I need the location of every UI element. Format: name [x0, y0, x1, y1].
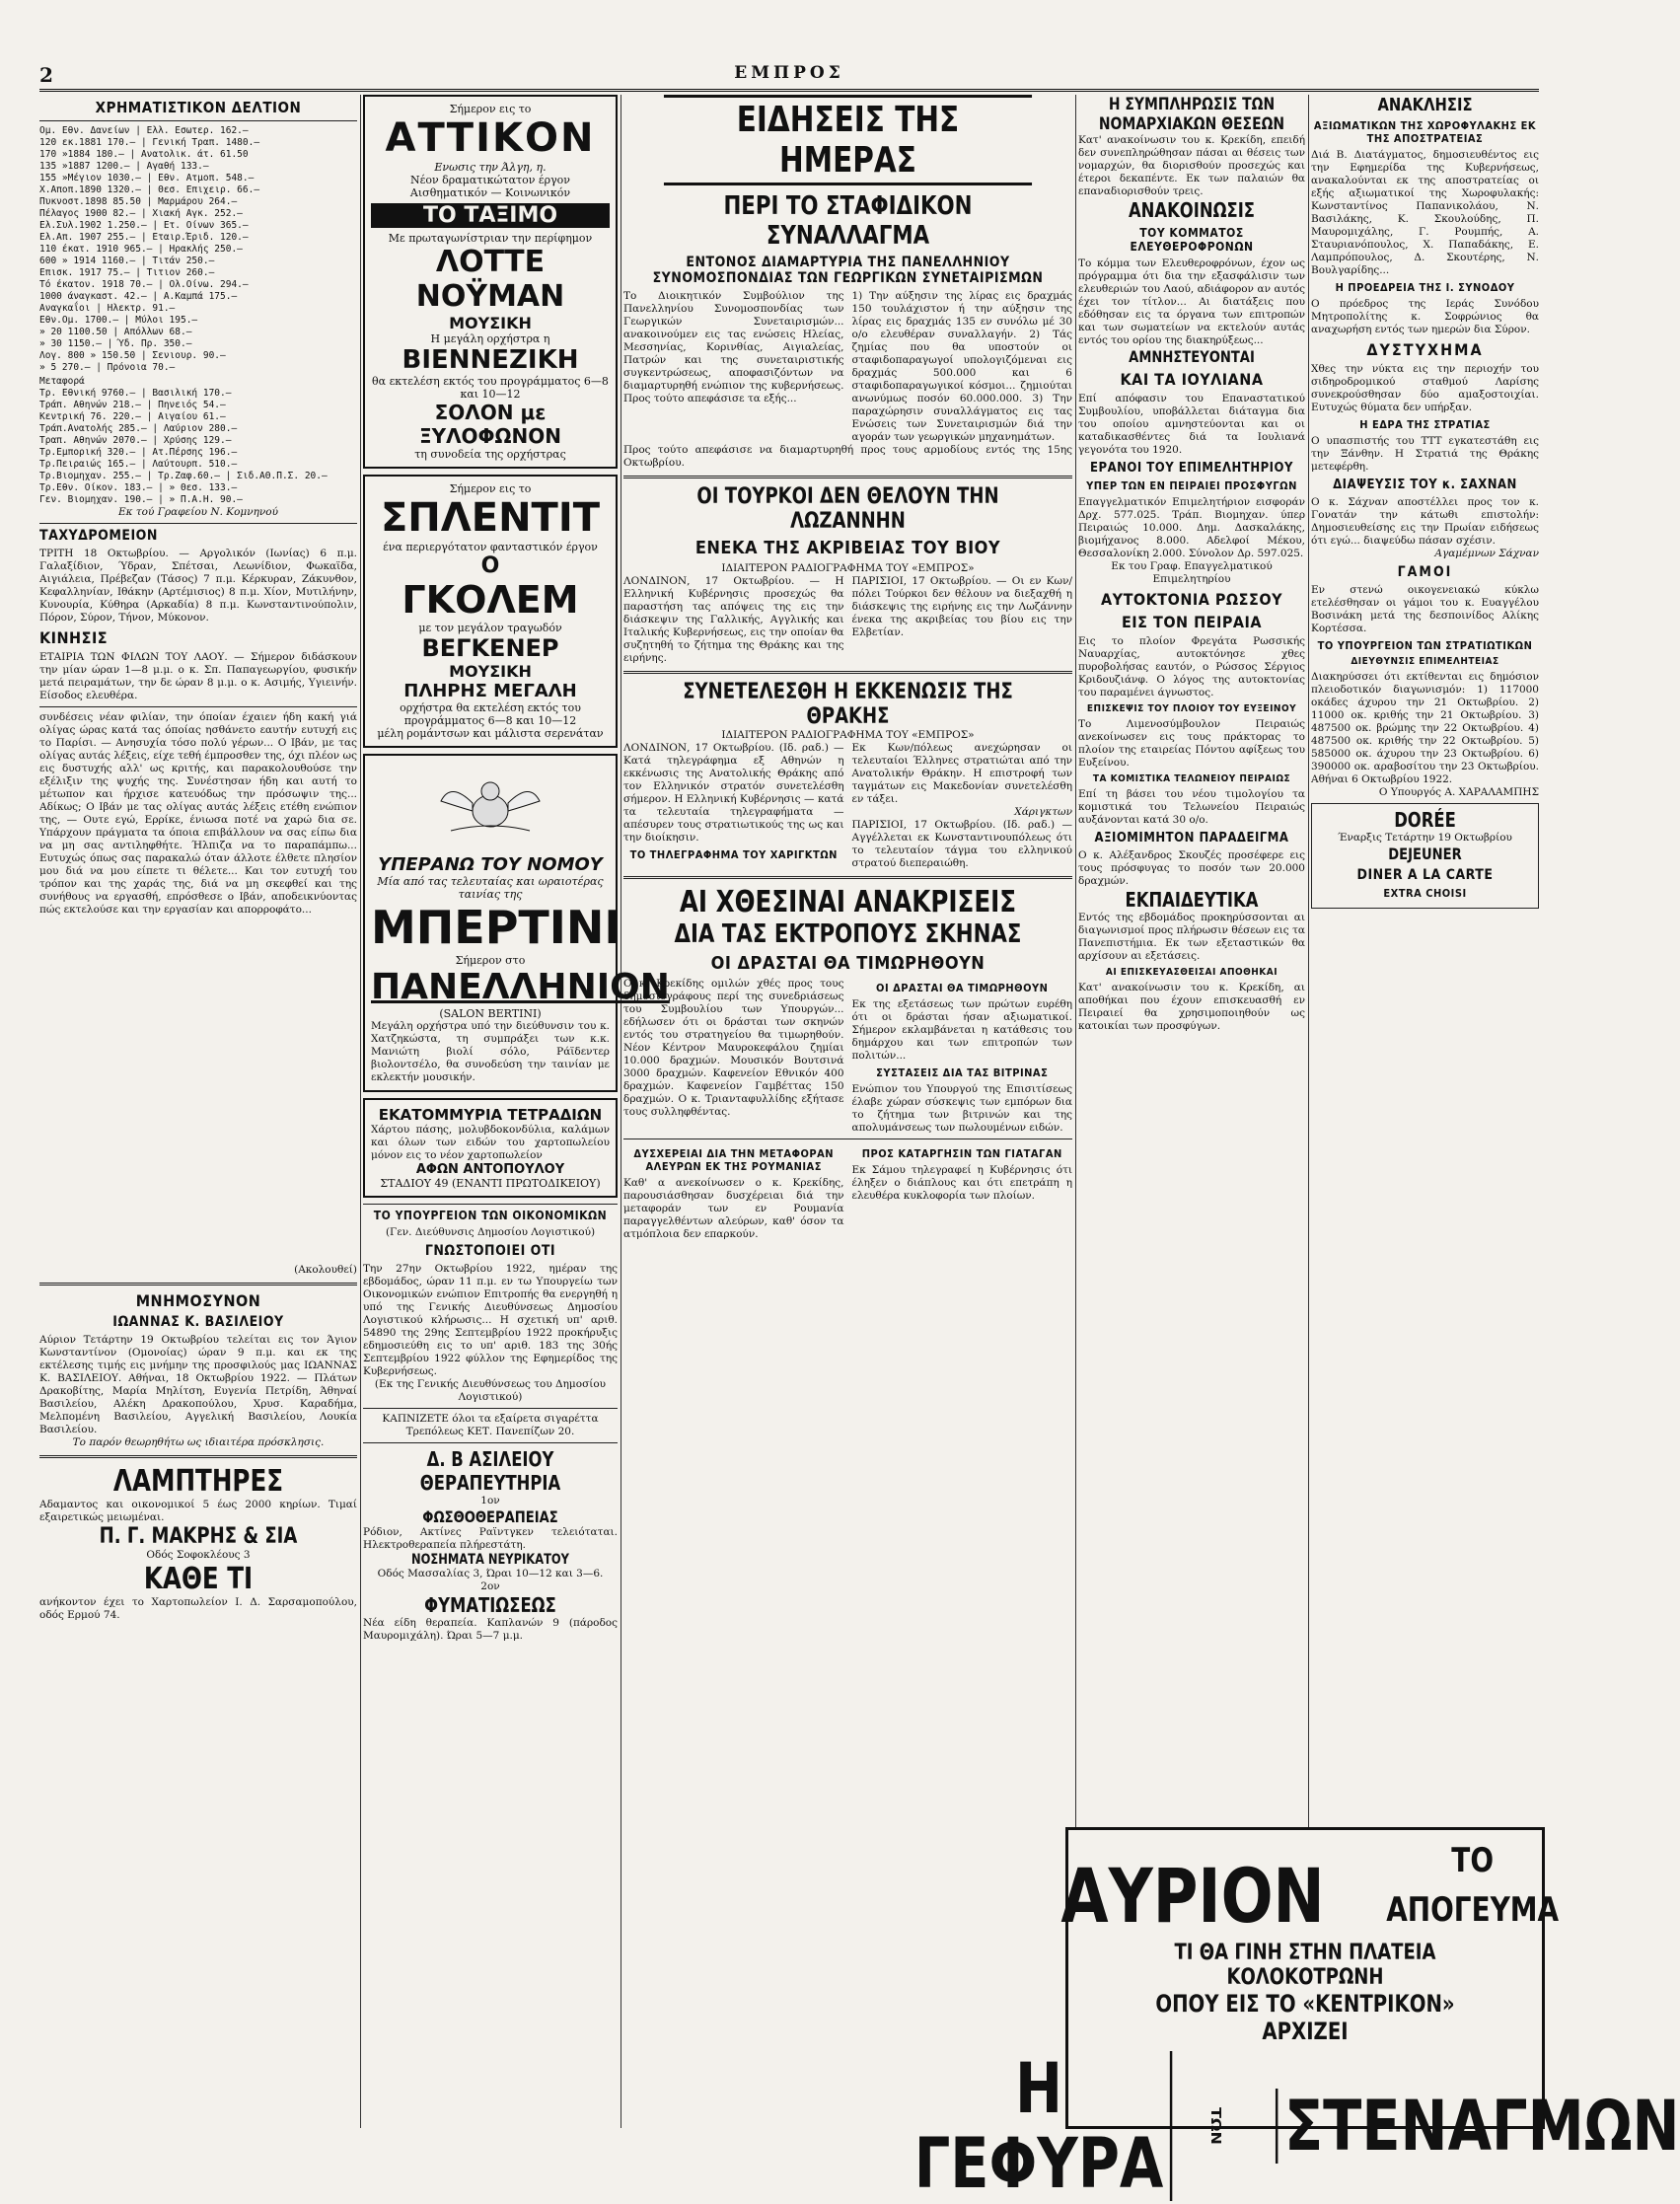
- golem-article: Ο: [480, 553, 500, 578]
- taxeimo-sub: Με πρωταγωνίστριαν την περίφημον: [388, 232, 593, 245]
- army-seat-headline: Η ΕΔΡΑ ΤΗΣ ΣΤΡΑΤΙΑΣ: [1359, 418, 1491, 431]
- raisin-subhead: ΕΝΤΟΝΟΣ ΔΙΑΜΑΡΤΥΡΙΑ ΤΗΣ ΠΑΝΕΛΛΗΝΙΟΥ ΣΥΝΟΜΟΣΠΟΝΔΙΑΣ ΤΩΝ ΓΕΩΡΓΙΚΩΝ ΣΥΝΕΤΑΙΡΙΣΜΩΝ: [652, 255, 1044, 286]
- music-label-2: ΜΟΥΣΙΚΗ: [449, 662, 532, 681]
- inquiries-left: Ο κ. Κρεκίδης ομιλών χθές προς τους δημοσιογράφους περί της συνεδριάσεως του Συμβουλίου των Υπουργών... εδήλωσεν ότι οι δράσται των σκηνών εντός του στρατηγείου θα τιμωρηθούν. Νέον Κέντρον Μαυροκεφάλου ζημίαι 10.000 δραχμών. Μουσικόν Βουτσινά 3000 δραχμών. Καφενείον Εθνικόν 400 δραχμών. Καφενείον Γαμβέττας 150 δραχμών. Ο κ. Τριανταφυλλίδης εξήτασε τους συλληφθέντας.: [623, 978, 844, 1118]
- vasileiou-name: Δ. Β ΑΣΙΛΕΙΟΥ: [426, 1447, 554, 1471]
- lotte-neumann: ΛΟΤΤΕ ΝΟΫΜΑΝ: [415, 245, 565, 314]
- lamps-ad-title: ΛΑΜΠΤΗΡΕΣ: [112, 1464, 284, 1499]
- phototherapy: ΦΩΣΘΟΘΕΡΑΠΕΙΑΣ: [422, 1507, 558, 1526]
- military-ministry-headline: ΤΟ ΥΠΟΥΡΓΕΙΟΝ ΤΩΝ ΣΤΡΑΤΙΩΤΙΚΩΝ: [1317, 639, 1533, 652]
- memorial-title: ΜΝΗΜΟΣΥΝΟΝ: [135, 1291, 261, 1310]
- turks-headline: ΟΙ ΤΟΥΡΚΟΙ ΔΕΝ ΘΕΛΟΥΝ ΤΗΝ ΛΩΖΑΝΝΗΝ: [696, 484, 999, 534]
- turks-tag: ΙΔΙΑΙΤΕΡΟΝ ΡΑΔΙΟΓΡΑΦΗΜΑ ΤΟΥ «ΕΜΠΡΟΣ»: [721, 562, 975, 574]
- banner-line-2: ΤΙ ΘΑ ΓΙΝΗ ΣΤΗΝ ΠΛΑΤΕΙΑ ΚΟΛΟΚΟΤΡΩΝΗ: [1174, 1941, 1436, 1990]
- above-law-title: ΥΠΕΡΑΝΩ ΤΟΥ ΝΟΜΟΥ: [378, 854, 603, 875]
- customs-headline: ΤΑ ΚΟΜΙΣΤΙΚΑ ΤΕΛΩΝΕΙΟΥ ΠΕΙΡΑΙΩΣ: [1092, 773, 1291, 784]
- thrace-tag: ΙΔΙΑΙΤΕΡΟΝ ΡΑΔΙΟΓΡΑΦΗΜΑ ΤΟΥ «ΕΜΠΡΟΣ»: [721, 729, 975, 741]
- lamps-ad-text: Αδαμαντος και οικονομικοί 5 έως 2000 κηρίων. Τιμαί εξαιρετικώς μειωμέναι.: [39, 1499, 357, 1523]
- page-number: 2: [39, 63, 53, 87]
- memorial-note: Το παρόν θεωρηθήτω ως ιδιαιτέρα πρόσκλησις.: [72, 1436, 325, 1448]
- column-news: [623, 95, 1072, 2128]
- solon-sub: τη συνοδεία της ορχήστρας: [414, 448, 566, 461]
- yataghan-text: Εκ Σάμου τηλεγραφεί η Κυβέρνησις ότι έληξεν ο διάπλους και ότι επετράπη η ελευθέρα κυκλοφορία των πλοίων.: [851, 1164, 1072, 1202]
- clinic-2: 2ον: [480, 1580, 500, 1592]
- clinic-address: Οδός Μασσαλίας 3, Ώραι 10—12 και 3—6.: [377, 1568, 604, 1580]
- column-divider: [1308, 95, 1309, 2128]
- stenagmon: ΣΤΕΝΑΓΜΩΝ: [1276, 2089, 1680, 2164]
- music-label: ΜΟΥΣΙΚΗ: [449, 314, 532, 332]
- clinic-text: Ρόδιον, Ακτίνες Ραϊντγκεν τελειόταται. Ηλεκτροθεραπεία πλήρεστάτη.: [363, 1526, 618, 1551]
- flour-headline: ΔΥΣΧΕΡΕΙΑΙ ΔΙΑ ΤΗΝ ΜΕΤΑΦΟΡΑΝ ΑΛΕΥΡΩΝ ΕΚ ΤΗΣ ΡΟΥΜΑΝΙΑΣ: [633, 1147, 835, 1173]
- military-ministry-text: Διακηρύσσει ότι εκτίθενται εις δημόσιον πλειοδοτικόν διαγωνισμόν: 1) 117000 οκάδες άχυρου την 21 Οκτωβρίου. 2) 11000 οκ. κριθής την 21 Οκτωβρίου. 3) 487500 οκ. βρώμης την 22 Οκτωβρίου. 4) 487500 οκ. κριθής την 22 Οκτωβρίου. 5) 585000 οκ. άχυρου την 23 Οκτωβρίου. 6) 390000 οκ. αραβοσίτου την 23 Οκτωβρίου. Αθήναι 6 Οκτωβρίου 1922.: [1311, 671, 1539, 785]
- viennese-sub: θα εκτελέση εκτός του προγράμματος 6—8 και 10—12: [372, 375, 609, 401]
- finance-ministry-sign: (Εκ της Γενικής Διευθύνσεως του Δημοσίου Λογιστικού): [374, 1378, 607, 1403]
- golem-sub: με τον μεγάλον τραγωδόν: [418, 622, 562, 634]
- turks-subhead: ΕΝΕΚΑ ΤΗΣ ΑΚΡΙΒΕΙΑΣ ΤΟΥ ΒΙΟΥ: [694, 538, 1001, 558]
- full-orchestra: ΠΛΗΡΗΣ ΜΕΓΑΛΗ: [403, 681, 577, 701]
- fundraising-text: Επαγγελματικόν Επιμελητήριον εισφοράν Δρχ. 577.025. Τράπ. Βιομηχαν. ύπερ Πειραιώς 10.000. Δημ. Δασκαλάκης, βιομήχανος 8.000. Αδελφοί Μέκου, Θεσσαλονίκη 2.000. Σύνολον Δρ. 597.025.: [1078, 496, 1305, 559]
- ton: ΤΩΝ: [1208, 2107, 1224, 2145]
- sachnan-sign: Αγαμέμνων Σάχναν: [1434, 548, 1539, 559]
- amnesty-subhead: ΚΑΙ ΤΑ ΙΟΥΛΙΑΝΑ: [1120, 370, 1264, 389]
- thrace-london: ΛΟΝΔΙΝΟΝ, 17 Οκτωβρίου. (Ιδ. ραδ.) — Κατά τηλεγράφημα εξ Αθηνών η εκκένωσις της Ανατολικής Θράκης από τον Ελληνικόν στρατόν συνετελέσθη σήμερον. Η Ελληνική Κυβέρνησις — κατά τα τελευταία τηλεγραφήματα — απέσυρεν τους στρατιωτικούς της ως και την διοίκησιν.: [623, 742, 844, 844]
- clinic-1: 1ον: [480, 1495, 500, 1506]
- music-sub: Η μεγάλη ορχήστρα η: [430, 332, 550, 345]
- dejeuner: DEJEUNER: [1388, 845, 1462, 863]
- shopwindows-head: ΣΥΣΤΑΣΕΙΣ ΔΙΑ ΤΑΣ ΒΙΤΡΙΝΑΣ: [876, 1066, 1049, 1079]
- prefect-headline: Η ΣΥΜΠΛΗΡΩΣΙΣ ΤΩΝ ΝΟΜΑΡΧΙΑΚΩΝ ΘΕΣΕΩΝ: [1098, 95, 1285, 134]
- stock-rates: Ομ. Εθν. Δανείων | Ελλ. Εσωτερ. 162.— 120 εκ.1881 170.— | Γενική Τραπ. 1480.— 170 »1884 180.— | Ανατολικ. άτ. 61.50 135 »1887 1200.— | Αγαθή 133.— 155 »Μέγιον 1030.— | Εθν. Ατμοπ. 548.— Χ.Αποπ.1890 1320.— | Θεσ. Επιχειρ. 66.— Πυκνοστ.1898 85.50 | Μαρμάρου 264.— Πέλαγος 1900 82.— | Χιακή Αγκ. 252.— Ελ.Συλ.1902 1.250.— | Ετ. Οίνων 365.— Ελ.Απ. 1907 255.— | Εταιρ.Έριδ. 120.— 110 έκατ. 1910 965.— | Ηρακλής 250.— 600 » 1914 1160.— | Τιτάν 250.— Επισκ. 1917 75.— | Τιτιον 260.— Τό έκατον. 1918 70.— | Ολ.Οίνω. 294.— 1000 άναγκαστ. 42.— | Α.Καμπά 175.— Αναγκαΐοι | Ηλεκτρ. 91.— Εθν.Ομ. 1700.— | Μύλοι 195.— » 20 1100.50 | Απόλλων 68.— » 30 1150.— | Ύδ. Πρ. 350.— Λογ. 800 » 150.50 | Σενιουρ. 90.— » 5 270.— | Πρόνοια 70.—: [39, 125, 260, 373]
- finance-ministry-title: ΤΟ ΥΠΟΥΡΓΕΙΟΝ ΤΩΝ ΟΙΚΟΝΟΜΙΚΩΝ: [373, 1209, 608, 1222]
- taxeimo-title: ΤΟ ΤΑΞΙΜΟ: [371, 203, 610, 228]
- bertini-ad: [363, 754, 670, 1092]
- movement-text: ΕΤΑΙΡΙΑ ΤΩΝ ΦΙΛΩΝ ΤΟΥ ΛΑΟΥ. — Σήμερον διδάσκουν την μίαν ώραν 1—8 μ.μ. ο κ. Σπ. Παπαγεωργίου, φυσικήν μετά πειραμάτων, την δε ώραν 8 μ.μ. ο κ. Ασιμής, Υγιεινήν. Είσοδος ελευθέρα.: [39, 651, 357, 701]
- afternoon: ΤΟ ΑΠΟΓΕΥΜΑ: [1386, 1841, 1560, 1930]
- raisin-text-end: Προς τούτο απεφάσισε να διαμαρτυρηθή προς τους αρμοδίους εντός της 15ης Οκτωβρίου.: [623, 444, 1072, 469]
- clinic-title: ΘΕΡΑΠΕΥΤΗΡΙΑ: [419, 1471, 561, 1495]
- raisin-headline: ΠΕΡΙ ΤΟ ΣΤΑΦΙΔΙΚΟΝ ΣΥΝΑΛΛΑΓΜΑ: [723, 191, 973, 251]
- orchestra-sub-2: μέλη ρομάντσων και μάλιστα σερενάταν: [377, 727, 604, 740]
- thrace-paris: ΠΑΡΙΣΙΟΙ, 17 Οκτωβρίου. (Ιδ. ραδ.) — Αγγέλλεται εκ Κωνσταντινουπόλεως ότι το τελευταίον τάγμα του ελληνικού στρατού διεπεραιώθη.: [851, 819, 1072, 869]
- tuberculosis: ΦΥΜΑΤΙΩΣΕΩΣ: [424, 1593, 556, 1617]
- flour-text: Καθ' α ανεκοίνωσεν ο κ. Κρεκίδης, παρουσιάσθησαν δυσχέρειαι διά την μεταφοράν των εν Ρουμανία παραγγελθέντων αλεύρων, καθ' όσον τα ατμόπλοια δεν επαρκούν.: [623, 1177, 844, 1240]
- doree-title: DORÉE: [1394, 808, 1456, 832]
- suicide-subhead: ΕΙΣ ΤΟΝ ΠΕΙΡΑΙΑ: [1121, 613, 1263, 631]
- announcement-text: Το κόμμα των Ελευθεροφρόνων, έχον ως πρόγραμμα ότι δια την εξασφάλισιν των ελευθεριών του Λαού, αδιάφορον αν αυτός έχει τον τίτλον... Αι διατάξεις που εδόθησαν εις τα όργανα των επιτροπών και των σωματείων να εκτελούν αυτάς εντός του ορίου της διακηρύξεως...: [1078, 257, 1305, 346]
- stock-transfer: Μεταφορά Τρ. Εθνική 9760.— | Βασιλική 170.— Τράπ. Αθηνών 218.— | Πηνειός 54.— Κεντρική 76. 220.— | Αιγαίου 61.— Τράπ.Ανατολής 285.— | Λαύριον 280.— Τραπ. Αθηνών 2070.— | Χρύσης 129.— Τρ.Εμπορική 320.— | Ατ.Πέρσης 196.— Τρ.Πειραιώς 165.— | Λαύτουρπ. 510.— Τρ.Βιομηχαν. 255.— | Τρ.Ζαφ.60.— | Σιδ.ΑΘ.Π.Σ. 20.— Τρ.Εθν. Οίκον. 183.— | » Θεσ. 133.— Γεν. Βιομηχαν. 190.— | » Π.Α.Η. 90.—: [39, 376, 328, 505]
- solon-xylophone: ΣΟΛΟΝ με ΞΥΛΟΦΩΝΟΝ: [418, 401, 562, 448]
- panellinion-title: ΠΑΝΕΛΛΗΝΙΟΝ: [371, 967, 670, 1007]
- amnesty-headline: ΑΜΝΗΣΤΕΥΟΝΤΑΙ: [1129, 347, 1255, 366]
- fundraising-sign: Εκ του Γραφ. Επαγγελματικού Επιμελητηρίου: [1111, 560, 1273, 585]
- attikon-ad: [363, 95, 618, 469]
- attikon-title: ΑΤΤΙΚΟΝ: [385, 115, 596, 161]
- prefect-text: Κατ' ανακοίνωσιν του κ. Κρεκίδη, επειδή δεν συνεπληρώθησαν πάσαι αι θέσεις των νομαρχών, θα διορισθούν προσεχώς και έτεροι δεκαπέντε. Εκ των παλαιών θα επαναδιορισθούν τρεις.: [1078, 134, 1305, 197]
- panellinion-text: Μεγάλη ορχήστρα υπό την διεύθυνσιν του κ. Χατζηκώστα, τη συμπράξει των κ.κ. Μανιώτη βιολί σόλο, Ράϊδεντερ βιολοντσέλο, θα συνοδεύση την ταινίαν με εκλεκτήν μουσικήν.: [371, 1020, 610, 1083]
- turks-paris: ΠΑΡΙΣΙΟΙ, 17 Οκτωβρίου. — Οι εν Κων/πόλει Τούρκοι δεν θέλουν να διεξαχθή η διάσκεψις της ειρήνης εις την Λωζάννην ένεκα της ακριβείας του βίου εις την Ελβετίαν.: [851, 575, 1072, 638]
- inquiries-right-head: ΟΙ ΔΡΑΣΤΑΙ ΘΑ ΤΙΜΩΡΗΘΟΥΝ: [876, 982, 1049, 994]
- military-ministry-sign: Ο Υπουργός Α. ΧΑΡΑΛΑΜΠΗΣ: [1378, 786, 1539, 798]
- weddings-headline: ΓΑΜΟΙ: [1397, 564, 1453, 580]
- warehouses-headline: ΑΙ ΕΠΙΣΚΕΥΑΣΘΕΙΣΑΙ ΑΠΟΘΗΚΑΙ: [1105, 967, 1278, 978]
- post-office-title: ΤΑΧΥΔΡΟΜΕΙΟΝ: [39, 528, 158, 544]
- attikon-sub: Ενωσις την Άλγη, η.: [434, 161, 547, 174]
- education-text: Εντός της εβδομάδος προκηρύσσονται αι διαγωνισμοί προς πλήρωσιν θέσεων εις τα Πανεπιστήμια. Εκ των εξεταστικών θα αρχίσουν αι εξετάσεις.: [1078, 912, 1305, 962]
- suicide-text: Εις το πλοίον Φρεγάτα Ρωσσικής Ναυαρχίας, αυτοκτόνησε χθες πυροβολήσας εαυτόν, ο Ρώσσος Σέργιος Κριδουζιάνφ. Ο λόγος της αυτοκτονίας του παραμένει άγνωστος.: [1078, 635, 1305, 698]
- fundraising-headline: ΕΡΑΝΟΙ ΤΟΥ ΕΠΙΜΕΛΗΤΗΡΙΟΥ: [1090, 461, 1293, 476]
- column-cinema-ads: [363, 95, 670, 2128]
- inquiries-subhead: ΔΙΑ ΤΑΣ ΕΚΤΡΟΠΟΥΣ ΣΚΗΝΑΣ: [674, 919, 1022, 949]
- fundraising-subhead: ΥΠΕΡ ΤΩΝ ΕΝ ΠΕΙΡΑΙΕΙ ΠΡΟΣΦΥΓΩΝ: [1086, 479, 1297, 492]
- column-stock-exchange: [39, 95, 357, 2128]
- accident-headline: ΔΥΣΤΥΧΗΜΑ: [1366, 340, 1484, 359]
- notebooks-text: Χάρτου πάσης, μολυβδοκονδύλια, καλάμων και όλων των ειδών του χαρτοπωλείου μόνον εις το νέον χαρτοπωλείον: [371, 1124, 610, 1161]
- cherub-illustration: [431, 771, 549, 841]
- tuberculosis-sub: Νέα είδη θεραπεία. Καπλανών 9 (πάροδος Μαυρομιχάλη). Ώραι 5—7 μ.μ.: [363, 1617, 618, 1642]
- example-text: Ο κ. Αλέξανδρος Σκουζές προσέφερε εις τους πρόσφυγας το ποσόν των 20.000 δραχμών.: [1078, 849, 1305, 887]
- recall-subhead: ΑΞΙΩΜΑΤΙΚΩΝ ΤΗΣ ΧΩΡΟΦΥΛΑΚΗΣ ΕΚ ΤΗΣ ΑΠΟΣΤΡΑΤΕΙΑΣ: [1313, 119, 1537, 145]
- ship-headline: ΕΠΙΣΚΕΨΙΣ ΤΟΥ ΠΛΟΙΟΥ ΤΟΥ ΕΥΞΕΙΝΟΥ: [1086, 703, 1297, 714]
- column-divider: [360, 95, 361, 2128]
- harington-subhead: ΤΟ ΤΗΛΕΓΡΑΦΗΜΑ ΤΟΥ ΧΑΡΙΓΚΤΩΝ: [629, 848, 838, 861]
- notebooks-title: ΕΚΑΤΟΜΜΥΡΙΑ ΤΕΤΡΑΔΙΩΝ: [378, 1106, 603, 1124]
- panellinion-sub: (SALON BERTINI): [439, 1007, 542, 1020]
- wegener-name: ΒΕΓΚΕΝΕΡ: [421, 634, 559, 662]
- golem-title: ΓΚΟΛΕΜ: [402, 578, 579, 622]
- extra-choisi: EXTRA CHOISI: [1383, 887, 1467, 900]
- gefyra: Η ΓΕΦΥΡΑ: [914, 2051, 1173, 2201]
- banner-line-3: ΟΠΟΥ ΕΙΣ ΤΟ «ΚΕΝΤΡΙΚΟΝ» ΑΡΧΙΖΕΙ: [1155, 1990, 1455, 2045]
- movement-title: ΚΙΝΗΣΙΣ: [39, 628, 109, 647]
- inquiries-headline: ΑΙ ΧΘΕΣΙΝΑΙ ΑΝΑΚΡΙΣΕΙΣ: [679, 885, 1017, 919]
- serial-story: συνδέσεις νέαν φιλίαν, την όποίαν έχαιεν ήδη κακή γιά ολίγας ώρας κατά τας όποίας ησθάνετο εαυτήν ευτυχή εις το Παρίσι. — Ανησυχία τόσο πολύ γέρων... Ο Ιβάν, με τας ολίγας αυτάς λέξεις, είχε τεθή έμπροσθεν της, όχι πλέον ως εις δυστυχής αλλ' ως κριτής, και παρακολουθούσε την εξέλιξιν της ψυχής της. Συνέστησαν ήδη και αυτή το μέτωπον και ήρχισε κατευόδως την πρόσωψιν της... Αδίκως; Ο Ιβάν με τας ολίγας αυτάς λέξεις ετέθη ενώπιον της, — Ουτε εγώ, Ερρίκε, ένιωσα ποτέ να χαρώ δια σε. Υπάρχουν πράγματα τα όποια επιβάλλουν να σας είπω δια να μη σας αντιληφθήτε. Ήλπιζα να το παραπάμπω... Ευτυχώς όπως σας παρακαλώ όταν άλλοτε έλθετε πλησίον μου διά να μου είπετε τι θέλετε... Και τον ευτυχή του τρόπον και της χαράς της, διά να μη σκεφθεί και της συνήθους να εργασθή, επρόσθεσε ο Ιβάν, αποδεικνύοντας πώς εκτελούσε και την εργασίαν και απορροφάτο...: [39, 711, 357, 916]
- thrace-right: Εκ Κων/πόλεως ανεχώρησαν οι τελευταίοι Έλληνες στρατιώται από την Ανατολικήν Θράκην. Η επιστροφή των ταγμάτων εις Μακεδονίαν συνετελέσθη εν τάξει.: [851, 742, 1072, 805]
- turks-london: ΛΟΝΔΙΝΟΝ, 17 Οκτωβρίου. — Η Ελληνική Κυβέρνησις προσεχώς θα παραστήση τας απόψεις της εις την διάσκεψιν της Γαλλικής, Αγγλικής και Ιταλικής Κυβερνήσεως, εις την οποίαν θα συζητηθή το ζήτημα της Θράκης και της ειρήνης.: [623, 575, 844, 664]
- memorial-name: ΙΩΑΝΝΑΣ Κ. ΒΑΣΙΛΕΙΟΥ: [112, 1314, 284, 1330]
- diner: DINER A LA CARTE: [1356, 867, 1494, 883]
- synod-headline: Η ΠΡΟΕΔΡΕΙΑ ΤΗΣ Ι. ΣΥΝΟΔΟΥ: [1335, 281, 1515, 294]
- announcement-subhead: ΤΟΥ ΚΟΜΜΑΤΟΣ ΕΛΕΥΘΕΡΟΦΡΟΝΩΝ: [1130, 226, 1254, 254]
- notebooks-ad: [363, 1098, 618, 1198]
- splendit-pre: Σήμερον εις το: [449, 482, 532, 495]
- inquiries-subhead-2: ΟΙ ΔΡΑΣΤΑΙ ΘΑ ΤΙΜΩΡΗΘΟΥΝ: [710, 953, 986, 974]
- stock-source: Εκ τού Γραφείου Ν. Κομνηνού: [117, 506, 279, 518]
- amnesty-text: Επί απόφασιν του Επαναστατικού Συμβουλίου, υποβάλλεται διάταγμα δια του οποίου αμνηστεύονται και οι καταδικασθέντες διά τα Ιουλιανά γεγονότα του 1920.: [1078, 393, 1305, 456]
- accident-text: Χθες την νύκτα εις την περιοχήν του σιδηροδρομικού σταθμού Λαρίσης συνεκρούσθησαν δύο αμαξοστοιχίαι. Ευτυχώς θύματα δεν υπήρξαν.: [1311, 363, 1539, 413]
- bertini-pre: Σήμερον στο: [455, 954, 526, 967]
- attikon-pre: Σήμερον εις το: [449, 103, 532, 115]
- suicide-headline: ΑΥΤΟΚΤΟΝΙΑ ΡΩΣΣΟΥ: [1101, 590, 1282, 609]
- column-announcements: [1078, 95, 1305, 1812]
- ship-text: Το Λιμενοσύμβουλον Πειραιώς ανεκοίνωσεν εις τους πράκτορας το πλοίον της εταιρείας Πόντου αφίξεως του Ευξείνου.: [1078, 718, 1305, 769]
- notebooks-address: ΣΤΑΔΙΟΥ 49 (ΕΝΑΝΤΙ ΠΡΩΤΟΔΙΚΕΙΟΥ): [380, 1177, 601, 1190]
- education-headline: ΕΚΠΑΙΔΕΥΤΙΚΑ: [1125, 888, 1259, 912]
- memorial-text: Αύριον Τετάρτην 19 Οκτωβρίου τελείται εις τον Άγιον Κωνσταντίνον (Ομονοίας) ώραν 9 π.μ. και εκ της εκτέλεσης τιμής εις μνήμην της προσφιλούς μας ΙΩΑΝΝΑΣ Κ. ΒΑΣΙΛΕΙΟΥ. Αθήναι, 18 Οκτωβρίου 1922. — Πλάτων Δρακοβίτης, Μαρία Μηλίτση, Ευγενία Πετρίδη, Άθηναί Βασιλείου, Αλέκη Δρακοπούλου, Χρυσ. Καραδήμα, Μελπομένη Βασιλείου, Αγγελική Βασιλείου, Λουκία Βασιλείου.: [39, 1334, 357, 1435]
- post-office-text: ΤΡΙΤΗ 18 Οκτωβρίου. — Αργολικόν (Ιωνίας) 6 π.μ. Γαλαξίδιον, Ύδραν, Σπέτσαι, Λεωνίδιον, Φωκαϊδα, Αιγιάλεια, Πρέβεζαν (Τάσος) 7 π.μ. Κέρκυραν, Ζάκυνθον, Κεφαλληνίαν, Ιθάκην (Αρτέμισιος) 8 π.μ. Χίον, Μυτιλήνην, Κυνουρία, Κύθηρα (Αρκαδία) 8 π.μ. Κωνσταντινούπολιν, Πόρον, Σύρον, Τήνον, Μύκονον.: [39, 548, 357, 624]
- customs-text: Επί τη βάσει του νέου τιμολογίου τα κομιστικά του Τελωνείου Πειραιώς αυξάνονται κατά 30 ο/ο.: [1078, 788, 1305, 826]
- army-seat-text: Ο υπασπιστής του ΤΤΤ εγκατεστάθη εις την Ξάνθην. Η Στρατιά της Θράκης μετεφέρθη.: [1311, 435, 1539, 473]
- raisin-text-right: 1) Την αύξησιν της λίρας εις δραχμάς 150 τουλάχιστον ή την αύξησιν της λίρας εις δραχμάς 135 εν συνόλω μέ 30 ο/ο ελευθέραν συναλλαγήν. 2) Τάς ζημίας που θα υποστούν οι σταφιδοπαραγωγοί υπολογιζόμεναι εις δραχμάς 500.000 και 6 σταφιδοπαραγωγικοί κόσμοι... ζημιούται ανωνύμως ποσόν 60.000.000. 3) Την παραχώρησιν συναλλάγματος εις τας Ενώσεις των Συνεταιρισμών διά την αγοράν των γεωργικών μηχανημάτων.: [851, 290, 1072, 443]
- attikon-desc: Νέον δραματικώτατον έργον Αισθηματικόν — Κοινωνικόν: [409, 174, 571, 199]
- inquiries-right: Εκ της εξετάσεως των πρώτων ευρέθη ότι οι δράσται ήσαν αξιωματικοί. Σήμερον εκλαμβάνεται η κατάθεσις του δημάρχου και των επιτροπών των πολιτών...: [851, 998, 1072, 1062]
- serial-continued: (Ακολουθεί): [294, 1264, 357, 1276]
- shopwindows-text: Ενώπιον του Υπουργού της Επισιτίσεως έλαβε χώραν σύσκεψις των εμπόρων δια το ζήτημα των βιτρινών και της απολυμάνσεως των πωλουμένων ειδών.: [851, 1083, 1072, 1134]
- finance-ministry-text: Την 27ην Οκτωβρίου 1922, ημέραν της εβδομάδος, ώραν 11 π.μ. εν τω Υπουργείω των Οικονομικών ενώπιον Επιτροπής θα ενεργηθή η υπό της Γενικής Διευθύνσεως Δημοσίου Λογιστικού κλήρωσις... Η σχετική υπ' αριθ. 54890 της 29ης Σεπτεμβρίου 1922 προκήρυξις εδημοσιεύθη εις το υπ' αριθ. 183 της 30ής Σεπτεμβρίου 1922 φύλλον της Εφημερίδος της Κυβερνήσεως.: [363, 1263, 618, 1377]
- recall-headline: ΑΝΑΚΛΗΣΙΣ: [1377, 95, 1473, 115]
- makris-company: Π. Γ. ΜΑΚΡΗΣ & ΣΙΑ: [99, 1524, 298, 1549]
- synod-text: Ο πρόεδρος της Ιεράς Συνόδου Μητροπολίτης κ. Σοφρώνιος θα αναχωρήση εντός των ημερών δια Σύρον.: [1311, 298, 1539, 335]
- masthead: [39, 63, 1539, 92]
- thrace-headline: ΣΥΝΕΤΕΛΕΣΘΗ Η ΕΚΚΕΝΩΣΙΣ ΤΗΣ ΘΡΑΚΗΣ: [683, 680, 1013, 729]
- orchestra-sub: ορχήστρα θα εκτελέση εκτός του προγράμματος 6—8 και 10—12: [400, 701, 581, 727]
- gefyra-banner-ad: [913, 1827, 1680, 2204]
- splendit-sub: ένα περιεργότατον φανταστικόν έργον: [383, 541, 598, 553]
- doree-ad: [1311, 803, 1539, 909]
- weddings-text: Εν στενώ οικογενειακώ κύκλω ετελέσθησαν οι γάμοι του κ. Ευαγγέλου Βοσινάκη μετά της δεσποινίδος Αλίκης Κορτέσσα.: [1311, 584, 1539, 634]
- splendit-ad: [363, 475, 618, 748]
- cigarettes-ad: ΚΑΠΝΙΖΕΤΕ όλοι τα εξαίρετα σιγαρέττα Τρεπόλεως ΚΕΤ. Πανεπίζων 20.: [382, 1413, 599, 1437]
- avrion: ΑΥΡΙΟΝ: [1060, 1852, 1326, 1940]
- makris-address: Οδός Σοφοκλέους 3: [146, 1549, 251, 1561]
- raisin-text-left: Το Διοικητικόν Συμβούλιον της Πανελληνίου Συνομοσπονδίας των Γεωργικών Συνεταιρισμών... ανακοινούμεν εις τας ενώσεις Ηλείας, Μεσσηνίας, Κορινθίας, Αιγιαλείας, Πατρών και της συνεταιριστικής συγκεντρώσεως, αποφασιζόντων να διαμαρτυρηθή ενώπιον της κυβερνήσεως. Προς τούτο απεφάσισε τα εξής...: [623, 290, 844, 404]
- warehouses-text: Κατ' ανακοίνωσιν του κ. Κρεκίδη, αι αποθήκαι που έχουν επισκευασθή εν Πειραιεί θα χρησιμοποιηθούν ως κατοικίαι των προσφύγων.: [1078, 982, 1305, 1032]
- example-headline: ΑΞΙΟΜΙΜΗΤΟΝ ΠΑΡΑΔΕΙΓΜΑ: [1094, 831, 1289, 845]
- column-divider: [1075, 95, 1076, 2128]
- sachnan-headline: ΔΙΑΨΕΥΣΙΣ ΤΟΥ κ. ΣΑΧΝΑΝ: [1333, 478, 1517, 492]
- recall-text: Διά Β. Διατάγματος, δημοσιευθέντος εις την Εφημερίδα της Κυβερνήσεως, ανακαλούνται εκ της αποστρατείας οι εξής αξιωματικοί της Χωροφυλακής: Κωνσταντίνος Παπανικολάου, Ν. Βασιλάκης, Κ. Σκουλούδης, Π. Μαυρομιχάλης, Γ. Ρουμπής, Α. Σταυριανόπουλος, Χ. Παπαδάκης, Ε. Λαμπρόπουλος, Δ. Σκουτέρης, Ν. Βουλγαρίδης...: [1311, 149, 1539, 276]
- sachnan-text: Ο κ. Σάχναν αποστέλλει προς τον κ. Γονατάν την κάτωθι επιστολήν: Δημοσιευθείσης εις την Πρωίαν ειδήσεως ότι εγώ... διαψεύδω πάσαν σχέσιν.: [1311, 496, 1539, 547]
- above-law-sub: Μία από τας τελευταίας και ωραιοτέρας ταινίας της: [377, 875, 604, 901]
- viennese-orchestra: ΒΙΕΝΝΕΖΙΚΗ: [402, 345, 579, 375]
- column-notices: [1311, 95, 1539, 1812]
- splendit-title: ΣΠΛΕΝΤΙΤ: [380, 495, 600, 541]
- kathe-ti-text: ανήκοντον έχει το Χαρτοπωλείον Ι. Δ. Σαρσαμοπούλου, οδός Ερμού 74.: [39, 1596, 357, 1621]
- stock-bulletin-title: ΧΡΗΜΑΤΙΣΤΙΚΟΝ ΔΕΛΤΙΟΝ: [95, 99, 302, 116]
- doree-sub: Έναρξις Τετάρτην 19 Οκτωβρίου: [1338, 832, 1512, 844]
- bertini-title: ΜΠΕΡΤΙΝΙ: [371, 901, 621, 954]
- news-of-day-title: ΕΙΔΗΣΕΙΣ ΤΗΣ ΗΜΕΡΑΣ: [664, 95, 1032, 185]
- announces: ΓΝΩΣΤΟΠΟΙΕΙ ΟΤΙ: [424, 1243, 556, 1259]
- harington-sign: Χάριγκτων: [1014, 806, 1072, 818]
- notebooks-shop: ΑΦΩΝ ΑΝΤΟΠΟΥΛΟΥ: [415, 1162, 565, 1177]
- military-ministry-subhead: ΔΙΕΥΘΥΝΣΙΣ ΕΠΙΜΕΛΗΤΕΙΑΣ: [1351, 656, 1499, 667]
- nervous-diseases: ΝΟΣΗΜΑΤΑ ΝΕΥΡΙΚΑΤΟΥ: [411, 1552, 569, 1568]
- newspaper-title: ΕΜΠΡΟΣ: [734, 63, 844, 83]
- announcement-headline: ΑΝΑΚΟΙΝΩΣΙΣ: [1128, 198, 1256, 222]
- yataghan-head: ΠΡΟΣ ΚΑΤΑΡΓΗΣΙΝ ΤΩΝ ΓΙΑΤΑΓΑΝ: [861, 1147, 1062, 1160]
- finance-ministry-sub: (Γεν. Διεύθυνσις Δημοσίου Λογιστικού): [385, 1226, 596, 1238]
- kathe-ti-title: ΚΑΘΕ ΤΙ: [143, 1562, 254, 1596]
